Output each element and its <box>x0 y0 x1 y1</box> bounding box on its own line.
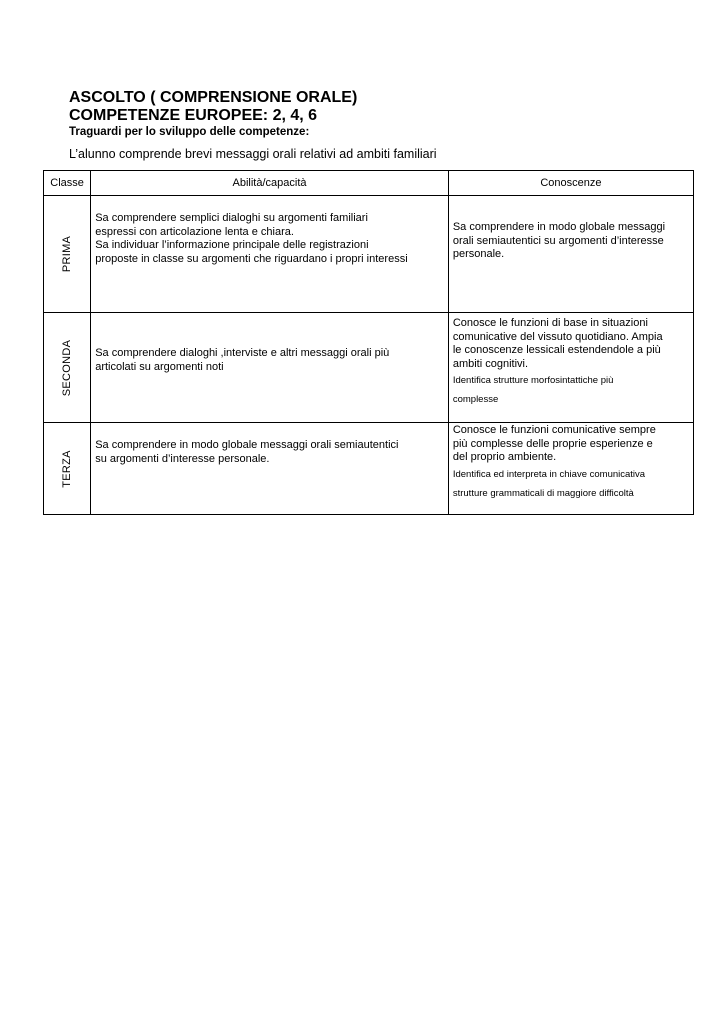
class-label: SECONDA <box>61 339 74 396</box>
conoscenze-note-line: Identifica ed interpreta in chiave comunicativa <box>452 468 646 480</box>
abilita-line: Sa comprendere dialoghi ,interviste e altri messaggi orali più <box>95 347 390 359</box>
header-conoscenze: Conoscenze <box>448 171 693 196</box>
conoscenze-line: ambiti cognitivi. <box>452 357 529 370</box>
header-classe: Classe <box>44 171 91 196</box>
conoscenze-line: le conoscenze lessicali estendendole a più <box>452 344 661 356</box>
abilita-cell <box>91 313 449 423</box>
abilita-cell <box>91 196 449 313</box>
table-row <box>44 313 694 423</box>
abilita-line: Sa individuar l’informazione principale delle registrazioni <box>95 239 369 251</box>
abilita-line: Sa comprendere semplici dialoghi su argomenti familiari <box>95 212 368 224</box>
conoscenze-line: del proprio ambiente. <box>452 451 557 463</box>
intro-text: L’alunno comprende brevi messaggi orali relativi ad ambiti familiari <box>69 147 437 161</box>
conoscenze-line: comunicative del vissuto quotidiano. Ampia <box>452 330 663 343</box>
table-row <box>44 423 694 515</box>
conoscenze-line: personale. <box>452 248 505 260</box>
section-subtitle: Traguardi per lo sviluppo delle competenze: <box>69 126 310 138</box>
conoscenze-line: orali semiautentici su argomenti d’interesse <box>452 234 664 247</box>
conoscenze-line: Conosce le funzioni comunicative sempre <box>452 424 656 436</box>
conoscenze-cell <box>448 423 693 515</box>
conoscenze-note-line: strutture grammaticali di maggiore difficoltà <box>452 487 634 499</box>
abilita-line: proposte in classe su argomenti che riguardano i propri interessi <box>95 252 408 265</box>
class-label: PRIMA <box>61 235 74 273</box>
conoscenze-note-line: complesse <box>452 394 499 405</box>
conoscenze-line: più complesse delle proprie esperienze e <box>452 437 653 450</box>
class-cell <box>44 423 91 515</box>
competences-title: COMPETENZE EUROPEE: 2, 4, 6 <box>69 107 318 124</box>
conoscenze-line: Sa comprendere in modo globale messaggi <box>452 221 666 233</box>
class-label: TERZA <box>61 449 74 488</box>
conoscenze-line: Conosce le funzioni di base in situazioni <box>452 317 648 329</box>
competences-table <box>43 170 694 515</box>
table-header-row <box>44 171 694 196</box>
header-abilita: Abilità/capacità <box>91 171 449 196</box>
conoscenze-cell <box>448 196 693 313</box>
abilita-line: espressi con articolazione lenta e chiara. <box>95 225 294 238</box>
class-cell <box>44 313 91 423</box>
page-title: ASCOLTO ( COMPRENSIONE ORALE) <box>69 89 358 106</box>
abilita-line: su argomenti d’interesse personale. <box>95 452 270 465</box>
conoscenze-note-line: Identifica strutture morfosintattiche più <box>452 375 614 386</box>
abilita-cell <box>91 423 449 515</box>
abilita-line: Sa comprendere in modo globale messaggi orali semiautentici <box>95 439 399 451</box>
class-cell <box>44 196 91 313</box>
conoscenze-cell <box>448 313 693 423</box>
abilita-line: articolati su argomenti noti <box>95 360 224 373</box>
table-row <box>44 196 694 313</box>
